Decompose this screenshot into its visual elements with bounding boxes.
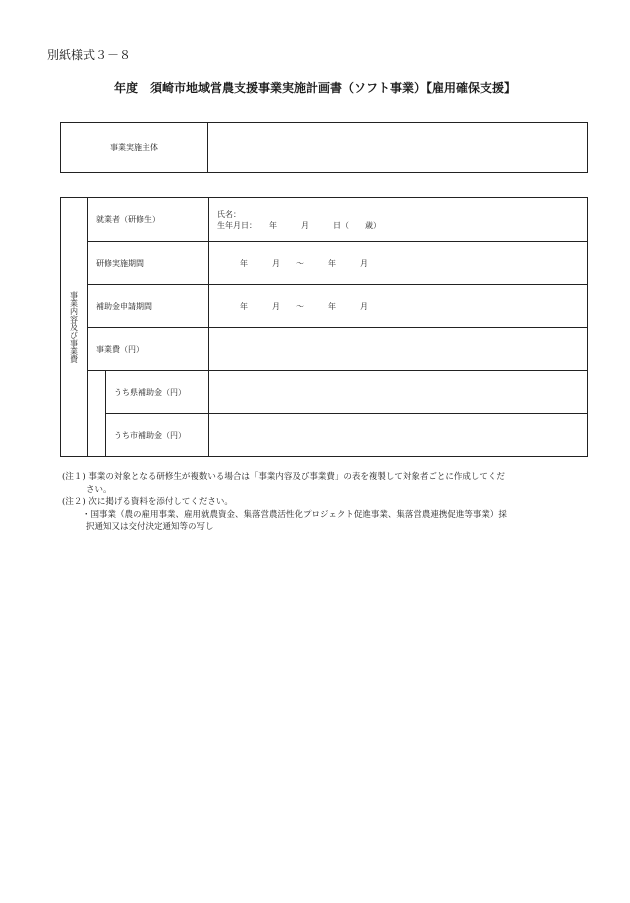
pref-subsidy-label: うち県補助金（円） <box>106 371 209 414</box>
table-row <box>61 328 588 371</box>
vertical-section-label: 事業内容及び事業費 <box>69 291 79 363</box>
table-row <box>61 123 588 173</box>
training-period-value: 年 月 ～ 年 月 <box>240 258 368 268</box>
subsidy-period-label: 補助金申請期間 <box>88 285 209 328</box>
table-row <box>61 242 588 285</box>
table-row <box>61 371 588 414</box>
notes <box>62 471 592 534</box>
sub-indent-cell <box>88 371 106 457</box>
pref-subsidy-field[interactable] <box>209 371 588 414</box>
note2-line1: (注２) 次に掲げる資料を添付してください。 <box>62 497 233 508</box>
implementing-entity-label: 事業実施主体 <box>61 123 208 173</box>
note2-line2: ・国事業（農の雇用事業、雇用就農資金、集落営農活性化プロジェクト促進事業、集落営農連携促進等事業）採 <box>82 509 507 520</box>
note1-line1: (注１) 事業の対象となる研修生が複数いる場合は「事業内容及び事業費」の表を複製して対象者ごとに作成してくだ <box>62 472 505 482</box>
city-subsidy-field[interactable] <box>209 414 588 457</box>
city-subsidy-label: うち市補助金（円） <box>106 414 209 457</box>
trainee-label: 就業者（研修生） <box>88 198 209 242</box>
birth-label: 生年月日： 年 月 日（ 歳） <box>217 220 381 230</box>
table-row <box>61 198 588 242</box>
subsidy-period-field[interactable] <box>209 285 588 328</box>
implementing-entity-table <box>60 122 588 173</box>
trainee-field[interactable] <box>209 198 588 242</box>
project-cost-field[interactable] <box>209 328 588 371</box>
vertical-section-label-cell <box>61 198 88 457</box>
page-title: 年度 須崎市地域営農支援事業実施計画書（ソフト事業）【雇用確保支援】 <box>113 81 516 95</box>
training-period-field[interactable] <box>209 242 588 285</box>
note1-line2: さい。 <box>86 484 112 495</box>
name-label: 氏名： <box>217 209 241 219</box>
note2-line3: 択通知又は交付決定通知等の写し <box>86 522 214 533</box>
table-row <box>61 285 588 328</box>
form-id: 別紙様式３－８ <box>47 48 132 62</box>
project-details-table <box>60 197 588 457</box>
training-period-label: 研修実施期間 <box>88 242 209 285</box>
implementing-entity-field[interactable] <box>208 123 588 173</box>
subsidy-period-value: 年 月 ～ 年 月 <box>240 301 368 311</box>
project-cost-label: 事業費（円） <box>88 328 209 371</box>
table-row <box>61 414 588 457</box>
